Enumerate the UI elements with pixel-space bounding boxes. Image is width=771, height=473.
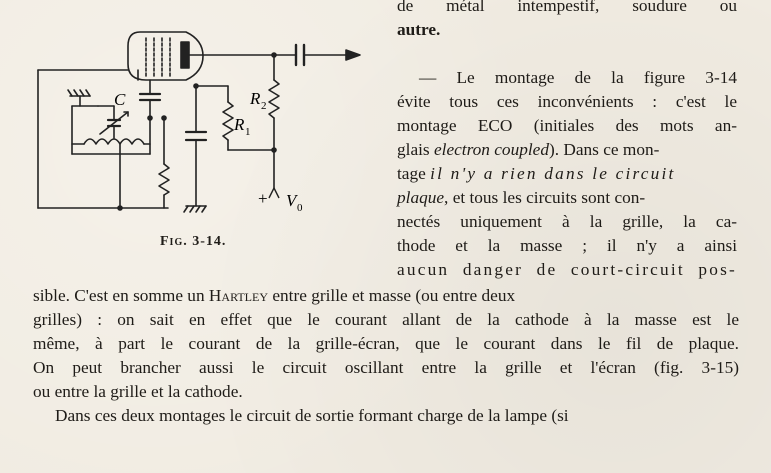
junction-dot-grid: [147, 115, 153, 121]
column-line-10: thode et la masse ; il n'y a ainsi: [397, 236, 737, 255]
column-line-1: de métal intempestif, soudure ou: [397, 0, 737, 15]
body-line-6: Dans ces deux montages le circuit de sortie formant charge de la lampe (si: [55, 406, 569, 425]
column-line-8b: , et tous les circuits sont con-: [444, 188, 646, 207]
tube-envelope: [128, 32, 203, 80]
body-text: [33, 284, 739, 428]
body-line-2: grilles) : on sait en effet que le courant allant de la cathode à la masse est le: [33, 310, 739, 329]
junction-dot-screen: [193, 83, 199, 89]
column-line-7a: tage: [397, 164, 431, 183]
label-r1-sub: 1: [245, 126, 251, 138]
column-line-7b: il n'y a rien dans le circuit: [430, 164, 676, 183]
column-line-7: [397, 162, 737, 186]
right-column-text: [397, 0, 737, 282]
grid-leak-resistor: [159, 164, 169, 195]
column-line-blank: [397, 42, 737, 66]
body-line-1: [33, 284, 739, 308]
label-c: C: [114, 90, 126, 109]
label-v0-sub: 0: [297, 202, 303, 214]
junction-dot-supply: [271, 147, 277, 153]
column-line-4: évite tous ces inconvénients : c'est le: [397, 92, 737, 111]
label-r1: R: [234, 115, 245, 134]
plate-electrode: [181, 42, 189, 68]
body-line-4: On peut brancher aussi le circuit oscillant entre la grille et l'écran (fig. 3-15): [33, 358, 739, 377]
column-line-11: aucun danger de court-circuit pos-: [397, 260, 737, 279]
resistor-r2: [269, 80, 279, 118]
resistor-r1: [223, 102, 233, 140]
eco-oscillator-circuit-diagram: [28, 20, 378, 230]
body-line-1c: entre grille et masse (ou entre deux: [268, 286, 516, 305]
figure-caption: Fig. 3-14.: [160, 234, 227, 249]
column-line-3: — Le montage de la figure 3-14: [419, 68, 737, 87]
column-line-6c: ). Dans ce mon-: [548, 140, 660, 159]
label-r2-sub: 2: [261, 100, 267, 112]
body-line-1a: sible. C'est en somme un: [33, 286, 209, 305]
junction-dot-grid-leak: [161, 115, 167, 121]
column-line-6b: electron coupled: [433, 140, 549, 159]
column-line-9: nectés uniquement à la grille, la ca-: [397, 212, 737, 231]
tank-coil: [84, 139, 144, 144]
label-r2: R: [250, 89, 261, 108]
column-line-6a: glais: [397, 140, 434, 159]
junction-dot-bottom: [117, 205, 123, 211]
column-line-2: autre.: [397, 20, 441, 39]
junction-dot-output: [271, 52, 277, 58]
column-line-5: montage ECO (initiales des mots an-: [397, 116, 737, 135]
body-line-1b: Hartley: [208, 286, 269, 305]
column-line-6: [397, 138, 737, 162]
label-v0: V: [286, 191, 297, 210]
body-line-3: même, à part le courant de la grille-écran, que le courant dans le fil de plaque.: [33, 334, 739, 353]
body-line-5: ou entre la grille et la cathode.: [33, 382, 243, 401]
label-plus: +: [258, 189, 268, 208]
column-line-8a: plaque: [397, 188, 445, 207]
output-arrow: [346, 50, 360, 60]
column-line-8: [397, 186, 737, 210]
